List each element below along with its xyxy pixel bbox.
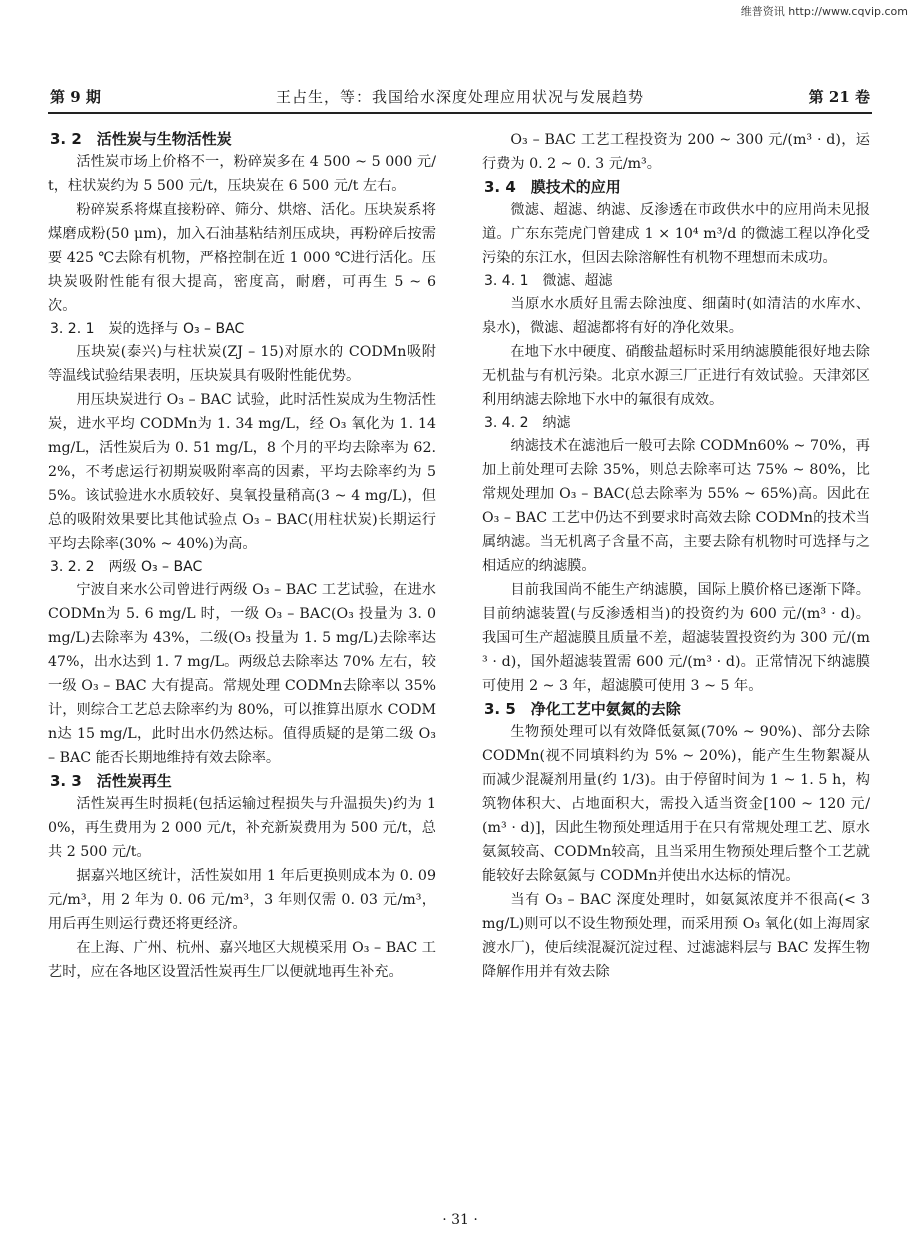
paragraph: 在地下水中硬度、硝酸盐超标时采用纳滤膜能很好地去除无机盐与有机污染。北京水源三厂正进行有效试验。天津郊区利用纳滤去除地下水中的氟很有成效。 xyxy=(482,344,870,408)
paragraph: 目前我国尚不能生产纳滤膜，国际上膜价格已逐渐下降。目前纳滤装置(与反渗透相当)的投资约为 600 元/(m³ · d)。我国可生产超滤膜且质量不差，超滤装置投资约为 300 元/(m³ · d)，国外超滤装置需 600 元/(m³ · d)。正常情况下纳滤膜可使用 2 ~ 3 年，超滤膜可使用 3 ~ 5 年。 xyxy=(482,582,870,694)
header-volume: 第 21 卷 xyxy=(808,88,870,106)
paragraph: O₃ – BAC 工艺工程投资为 200 ~ 300 元/(m³ · d)，运行费为 0. 2 ~ 0. 3 元/m³。 xyxy=(482,132,870,172)
paragraph: 压块炭(泰兴)与柱状炭(ZJ – 15)对原水的 CODMn吸附等温线试验结果表明，压块炭具有吸附性能优势。 xyxy=(48,344,436,384)
paragraph: 粉碎炭系将煤直接粉碎、筛分、烘熔、活化。压块炭系将煤磨成粉(50 μm)，加入石油基粘结剂压成块，再粉碎后按需要 425 ℃去除有机物，严格控制在近 1 000 ℃进行活化。压块炭吸附性能有很大提高，密度高，耐磨，可再生 5 ~ 6 次。 xyxy=(48,202,436,314)
paragraph: 纳滤技术在滤池后一般可去除 CODMn60% ~ 70%，再加上前处理可去除 35%，则总去除率可达 75% ~ 80%，比常规处理加 O₃ – BAC(总去除率为 55% ~ 65%)高。因此在 O₃ – BAC 工艺中仍达不到要求时高效去除 CODMn的技术当属纳滤。当无机离子含量不高，主要去除有机物时可选择与之相适应的纳滤膜。 xyxy=(482,438,870,574)
paragraph: 用压块炭进行 O₃ – BAC 试验，此时活性炭成为生物活性炭，进水平均 CODMn为 1. 34 mg/L，经 O₃ 氧化为 1. 14 mg/L，活性炭后为 0. 51 mg/L，8 个月的平均去除率为 62. 2%，不考虑运行初期炭吸附率高的因素，平均去除率约为 55%。该试验进水水质较好、臭氧投量稍高(3 ~ 4 mg/L)，但总的吸附效果要比其他试验点 O₃ – BAC(用柱状炭)长期运行平均去除率(30% ~ 40%)为高。 xyxy=(48,392,436,552)
section-heading: 3. 5 净化工艺中氨氮的去除 xyxy=(484,700,681,718)
paragraph: 据嘉兴地区统计，活性炭如用 1 年后更换则成本为 0. 09 元/m³，用 2 年为 0. 06 元/m³，3 年则仅需 0. 03 元/m³，用后再生则运行费还将更经济。 xyxy=(48,868,436,932)
page-number: · 31 · xyxy=(442,1212,478,1228)
subsection-heading: 3. 2. 2 两级 O₃ – BAC xyxy=(50,559,203,575)
paragraph: 活性炭再生时损耗(包括运输过程损失与升温损失)约为 10%，再生费用为 2 000 元/t，补充新炭费用为 500 元/t，总共 2 500 元/t。 xyxy=(48,796,436,860)
paragraph: 生物预处理可以有效降低氨氮(70% ~ 90%)、部分去除 CODMn(视不同填料约为 5% ~ 20%)，能产生生物絮凝从而减少混凝剂用量(约 1/3)。由于停留时间为 1 ~ 1. 5 h，构筑物体积大、占地面积大，需投入适当资金[100 ~ 120 元/(m³ · d)]，因此生物预处理适用于在只有常规处理工艺、原水氨氮较高、CODMn较高，且当采用生物预处理后整个工艺就能较好去除氨氮与 CODMn并使出水达标的情况。 xyxy=(482,724,870,884)
watermark: 维普资讯 http://www.cqvip.com xyxy=(740,5,908,18)
paragraph: 当原水水质好且需去除浊度、细菌时(如清洁的水库水、泉水)，微滤、超滤都将有好的净化效果。 xyxy=(482,296,870,336)
left-column xyxy=(48,128,436,984)
paragraph: 活性炭市场上价格不一，粉碎炭多在 4 500 ~ 5 000 元/t，柱状炭约为 5 500 元/t，压块炭在 6 500 元/t 左右。 xyxy=(48,154,436,194)
paragraph: 宁波自来水公司曾进行两级 O₃ – BAC 工艺试验，在进水 CODMn为 5. 6 mg/L 时，一级 O₃ – BAC(O₃ 投量为 3. 0 mg/L)去除率为 43%，二级(O₃ 投量为 1. 5 mg/L)去除率达 47%，出水达到 1. 7 mg/L。两级总去除率达 70% 左右，较一级 O₃ – BAC 大有提高。常规处理 CODMn去除率以 35% 计，则综合工艺总去除率约为 80%，可以推算出原水 CODMn达 15 mg/L，此时出水仍然达标。值得质疑的是第二级 O₃ – BAC 能否长期地维持有效去除率。 xyxy=(48,582,436,766)
section-heading: 3. 3 活性炭再生 xyxy=(50,772,172,790)
paragraph: 当有 O₃ – BAC 深度处理时，如氨氮浓度并不很高(< 3 mg/L)则可以不设生物预处理，而采用预 O₃ 氧化(如上海周家渡水厂)，使后续混凝沉淀过程、过滤滤料层与 BAC 发挥生物降解作用并有效去除 xyxy=(482,892,870,980)
subsection-heading: 3. 4. 2 纳滤 xyxy=(484,415,571,431)
paragraph: 微滤、超滤、纳滤、反渗透在市政供水中的应用尚未见报道。广东东莞虎门曾建成 1 × 10⁴ m³/d 的微滤工程以净化受污染的东江水，但因去除溶解性有机物不理想而未成功。 xyxy=(482,202,870,266)
running-header xyxy=(48,84,872,114)
subsection-heading: 3. 4. 1 微滤、超滤 xyxy=(484,273,613,289)
header-title: 王占生，等：我国给水深度处理应用状况与发展趋势 xyxy=(275,88,644,106)
section-heading: 3. 2 活性炭与生物活性炭 xyxy=(50,130,232,148)
header-issue: 第 9 期 xyxy=(50,88,101,106)
subsection-heading: 3. 2. 1 炭的选择与 O₃ – BAC xyxy=(50,321,245,337)
paragraph: 在上海、广州、杭州、嘉兴地区大规模采用 O₃ – BAC 工艺时，应在各地区设置活性炭再生厂以便就地再生补充。 xyxy=(48,940,436,980)
right-column xyxy=(482,128,870,984)
section-heading: 3. 4 膜技术的应用 xyxy=(484,178,621,196)
